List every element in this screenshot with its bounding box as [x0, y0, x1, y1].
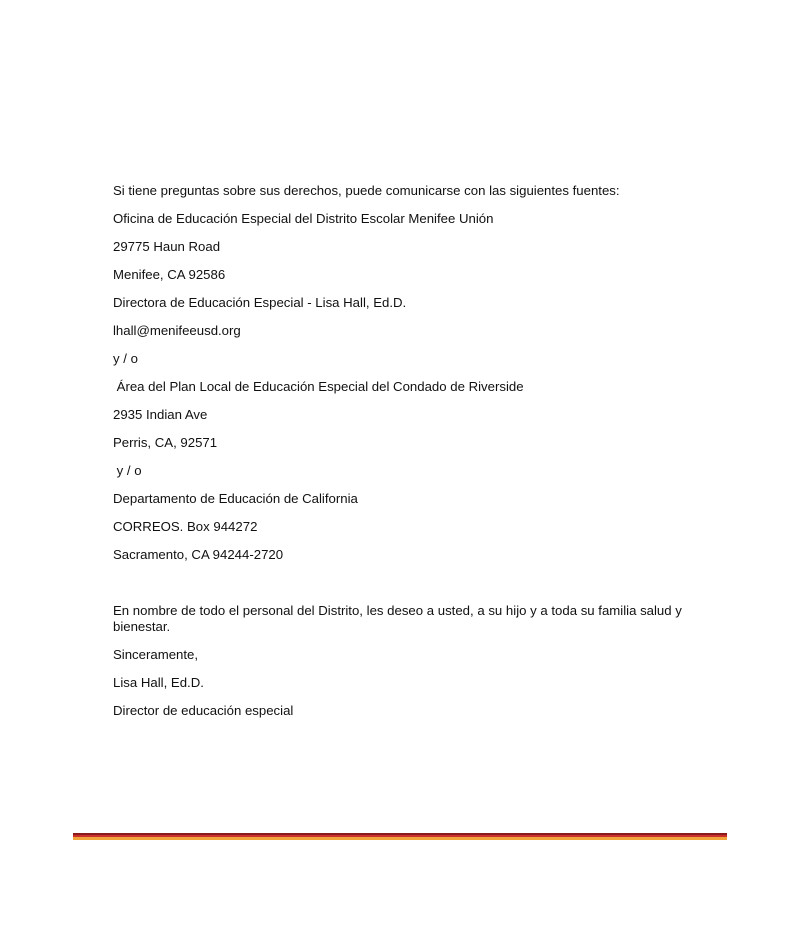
selpa-city: Perris, CA, 92571: [113, 435, 218, 450]
sign-off: Sinceramente,: [113, 647, 199, 662]
director-email: lhall@menifeeusd.org: [113, 323, 241, 338]
and-or-separator: y / o: [113, 351, 138, 366]
cde-name: Departamento de Educación de California: [113, 491, 358, 506]
and-or-separator: y / o: [113, 463, 142, 478]
director-line: Directora de Educación Especial - Lisa Hall, Ed.D.: [113, 295, 407, 310]
closing-paragraph: En nombre de todo el personal del Distrito, les deseo a usted, a su hijo y a toda su familia salud y bienestar.: [113, 603, 682, 634]
district-street: 29775 Haun Road: [113, 239, 221, 254]
district-city: Menifee, CA 92586: [113, 267, 226, 282]
district-office-name: Oficina de Educación Especial del Distrito Escolar Menifee Unión: [113, 211, 494, 226]
signer-name: Lisa Hall, Ed.D.: [113, 675, 204, 690]
footer-rule-band-gold: [73, 837, 727, 840]
selpa-street: 2935 Indian Ave: [113, 407, 208, 422]
signer-title: Director de educación especial: [113, 703, 294, 718]
selpa-name: Área del Plan Local de Educación Especial del Condado de Riverside: [113, 379, 524, 394]
footer-rule: [73, 833, 727, 840]
cde-box: CORREOS. Box 944272: [113, 519, 258, 534]
cde-city: Sacramento, CA 94244-2720: [113, 547, 284, 562]
intro-text: Si tiene preguntas sobre sus derechos, puede comunicarse con las siguientes fuentes:: [113, 183, 620, 198]
